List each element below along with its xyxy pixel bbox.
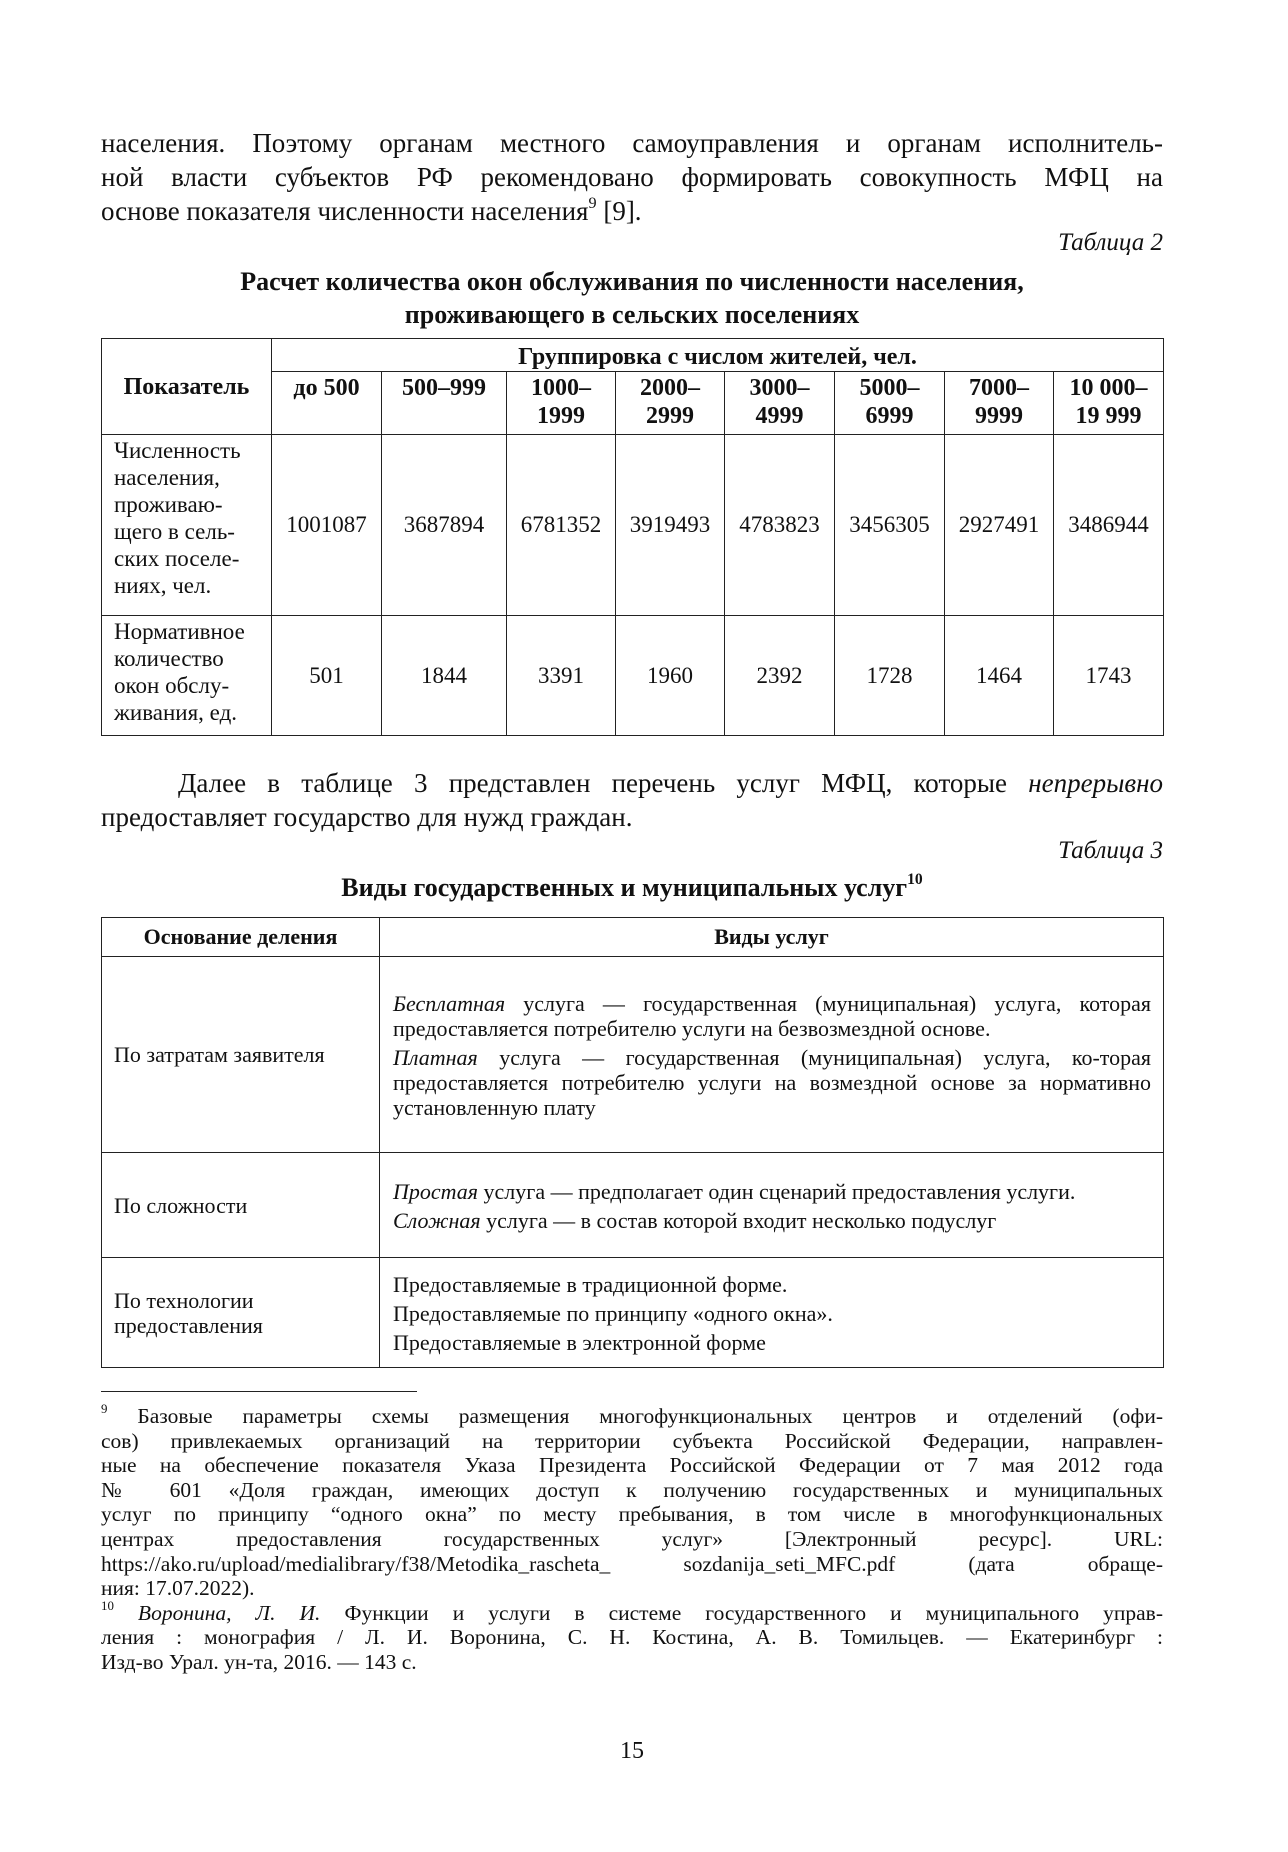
intro-line-3-text: основе показателя численности населения [101, 196, 589, 226]
header-group-col: 500–999 [382, 372, 507, 435]
row-label: Нормативное количество окон обслу- живания, ед. [102, 616, 272, 736]
paragraph-2 [101, 766, 1163, 834]
footnote-ref-9[interactable]: 9 [588, 193, 597, 212]
basis-cell: По затратам заявителя [102, 957, 380, 1153]
emphasis: непрерывно [1028, 768, 1163, 798]
header-indicator: Показатель [102, 339, 272, 435]
table-cell: 6781352 [507, 435, 616, 616]
table-cell: 1001087 [272, 435, 382, 616]
footnote-9-marker: 9 [101, 1401, 108, 1416]
table3-caption: Таблица 3 [1058, 837, 1163, 864]
intro-line-2: ной власти субъектов РФ рекомендовано формировать совокупность МФЦ на [101, 162, 1163, 192]
footnote-9: $^9$ Базовые параметры схемы размещения многофункциональных центров и отделений (офи- сов) привлекаемых организаций на территории субъекта Российской Федерации, направлен- ные на обеспечение показателя Указа Президента Российской Федерации от 7 мая 2012 года № 601 «Доля граждан, имеющих доступ к получению государственных и муниципальных услуг по принципу “одного окна” по месту пребывания, в том числе в многофункциональных центрах предоставления государственных услуг» [Электронный ресурс]. URL: https://ako.ru/upload/medialibrary/f38/Metodika_rascheta_ sozdanija_seti_MFC.pdf (дата обраще- ния: 17.07.2022). [101, 1401, 1163, 1601]
paragraph-2-line-1: Далее в таблице 3 представлен перечень услуг МФЦ, которые непрерывно [178, 768, 1163, 798]
header-group-col: до 500 [272, 372, 382, 435]
table-cell: 3391 [507, 616, 616, 736]
table-row [102, 957, 1164, 1153]
intro-line-3 [101, 194, 1163, 228]
table3-service-types [101, 917, 1164, 1368]
table-cell: 501 [272, 616, 382, 736]
table3-title: Виды государственных и муниципальных услуг$^{10}$ [341, 871, 923, 902]
header-group-col: 1000– 1999 [507, 372, 616, 435]
table-cell: 2392 [725, 616, 835, 736]
table-cell: 1844 [382, 616, 507, 736]
footnote-separator [101, 1391, 417, 1392]
table-row [102, 1258, 1164, 1368]
table-row [102, 1153, 1164, 1258]
intro-line-1: населения. Поэтому органам местного самоуправления и органам исполнитель- [101, 128, 1163, 158]
header-group-col: 3000– 4999 [725, 372, 835, 435]
table-cell: 4783823 [725, 435, 835, 616]
services-cell: Предоставляемые в традиционной форме. Предоставляемые по принципу «одного окна». Предоставляемые в электронной форме [380, 1258, 1164, 1368]
paragraph-2-line-2: предоставляет государство для нужд граждан. [101, 802, 633, 832]
table-row-windows [102, 616, 1164, 736]
footnote-ref-10[interactable]: 10 [907, 871, 923, 889]
table-cell: 3919493 [616, 435, 725, 616]
services-cell: Бесплатная услуга — государственная (муниципальная) услуга, которая предоставляется потребителю услуги на безвозмездной основе. Платная услуга — государственная (муниципальная) услуга, ко-торая предоставляется потребителю услуги на возмездной основе за нормативно установленную плату [380, 957, 1164, 1153]
services-cell: Простая услуга — предполагает один сценарий предоставления услуги. Сложная услуга — в состав которой входит несколько подуслуг [380, 1153, 1164, 1258]
table-row-population [102, 435, 1164, 616]
header-group-col: 7000– 9999 [945, 372, 1054, 435]
header-group-col: 10 000– 19 999 [1054, 372, 1164, 435]
table-cell: 3486944 [1054, 435, 1164, 616]
table2-title [101, 265, 1163, 331]
table2-title-line-2: проживающего в сельских поселениях [404, 300, 860, 329]
citation-ref: [9]. [596, 196, 642, 226]
footnotes [101, 1401, 1163, 1675]
footnote-9-url[interactable]: https://ako.ru/upload/medialibrary/f38/Metodika_rascheta_ sozdanija_seti_MFC.pdf (дата обраще- [101, 1551, 1163, 1576]
table-cell: 1960 [616, 616, 725, 736]
basis-cell: По сложности [102, 1153, 380, 1258]
footnote-10: $^{10}$ Воронина, Л. И. Функции и услуги в системе государственного и муниципального управ- ления : монография / Л. И. Воронина, С. Н. Костина, А. В. Томильцев. — Екатеринбург : Изд-во Урал. ун-та, 2016. — 143 с. [101, 1598, 1163, 1674]
header-group-col: 2000– 2999 [616, 372, 725, 435]
table2-windows-calculation [101, 338, 1164, 736]
basis-cell: По технологии предоставления [102, 1258, 380, 1368]
header-group: Группировка с числом жителей, чел. [272, 339, 1164, 372]
footnote-10-marker: 10 [101, 1598, 114, 1613]
row-label: Численность населения, проживаю- щего в сель- ских поселе- ниях, чел. [102, 435, 272, 616]
table-cell: 3687894 [382, 435, 507, 616]
page-number: 15 [620, 1738, 644, 1764]
header-service-types: Виды услуг [380, 918, 1164, 957]
table-cell: 1464 [945, 616, 1054, 736]
header-basis: Основание деления [102, 918, 380, 957]
table2-caption: Таблица 2 [1058, 229, 1163, 256]
intro-paragraph [101, 126, 1163, 228]
table-cell: 2927491 [945, 435, 1054, 616]
table-cell: 1728 [835, 616, 945, 736]
table-cell: 1743 [1054, 616, 1164, 736]
table-cell: 3456305 [835, 435, 945, 616]
table2-title-line-1: Расчет количества окон обслуживания по численности населения, [240, 267, 1024, 296]
header-group-col: 5000– 6999 [835, 372, 945, 435]
